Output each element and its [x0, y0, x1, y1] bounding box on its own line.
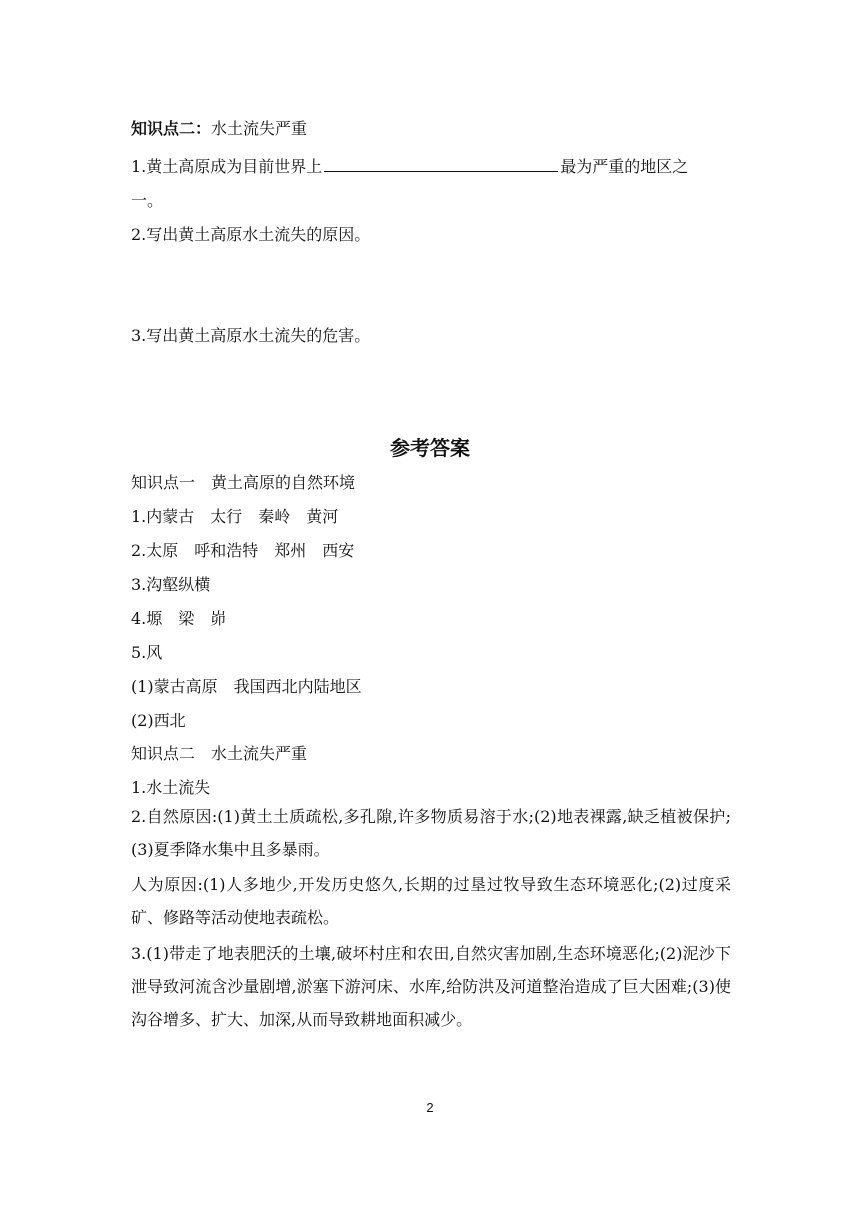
section-heading: [131, 119, 731, 139]
answers-title: 参考答案: [390, 436, 470, 460]
fill-in-blank: [324, 157, 558, 172]
section-heading-topic: 水土流失严重: [211, 119, 308, 138]
question-3: 3.写出黄土高原水土流失的危害。: [131, 326, 371, 345]
answer-line: 5.风: [131, 643, 163, 662]
question-1: [131, 157, 731, 177]
question-2: 2.写出黄土高原水土流失的原因。: [131, 225, 371, 244]
page-number: 2: [426, 1100, 434, 1115]
answer-line: 1.水土流失: [131, 778, 211, 797]
answer-line: 4.塬 梁 峁: [131, 609, 227, 628]
answer-line: 2.太原 呼和浩特 郑州 西安: [131, 541, 355, 560]
answer-line: 知识点一 黄土高原的自然环境: [131, 473, 356, 492]
answer-line: (1)蒙古高原 我国西北内陆地区: [131, 677, 362, 696]
answer-line: 知识点二 水土流失严重: [131, 744, 308, 763]
answer-line: 3.沟壑纵横: [131, 575, 211, 594]
answer-line: 1.内蒙古 太行 秦岭 黄河: [131, 507, 339, 526]
question-1-continuation: 一。: [131, 191, 164, 210]
question-1-text-a: 1.黄土高原成为目前世界上: [131, 157, 323, 176]
answer-paragraph-natural: 2.自然原因:(1)黄土土质疏松,多孔隙,许多物质易溶于水;(2)地表裸露,缺乏植被保护;(3)夏季降水集中且多暴雨。: [131, 807, 731, 859]
section-heading-label: 知识点二：: [131, 119, 212, 138]
answer-paragraph-harm: 3.(1)带走了地表肥沃的土壤,破坏村庄和农田,自然灾害加剧,生态环境恶化;(2)泥沙下泄导致河流含沙量剧增,淤塞下游河床、水库,给防洪及河道整治造成了巨大困难;(3)使沟谷增多、扩大、加深,从而导致耕地面积减少。: [131, 944, 731, 1029]
answer-paragraph-human: 人为原因:(1)人多地少,开发历史悠久,长期的过垦过牧导致生态环境恶化;(2)过度采矿、修路等活动使地表疏松。: [131, 875, 731, 927]
question-1-text-b: 最为严重的地区之: [560, 157, 689, 176]
answer-line: (2)西北: [131, 711, 186, 730]
